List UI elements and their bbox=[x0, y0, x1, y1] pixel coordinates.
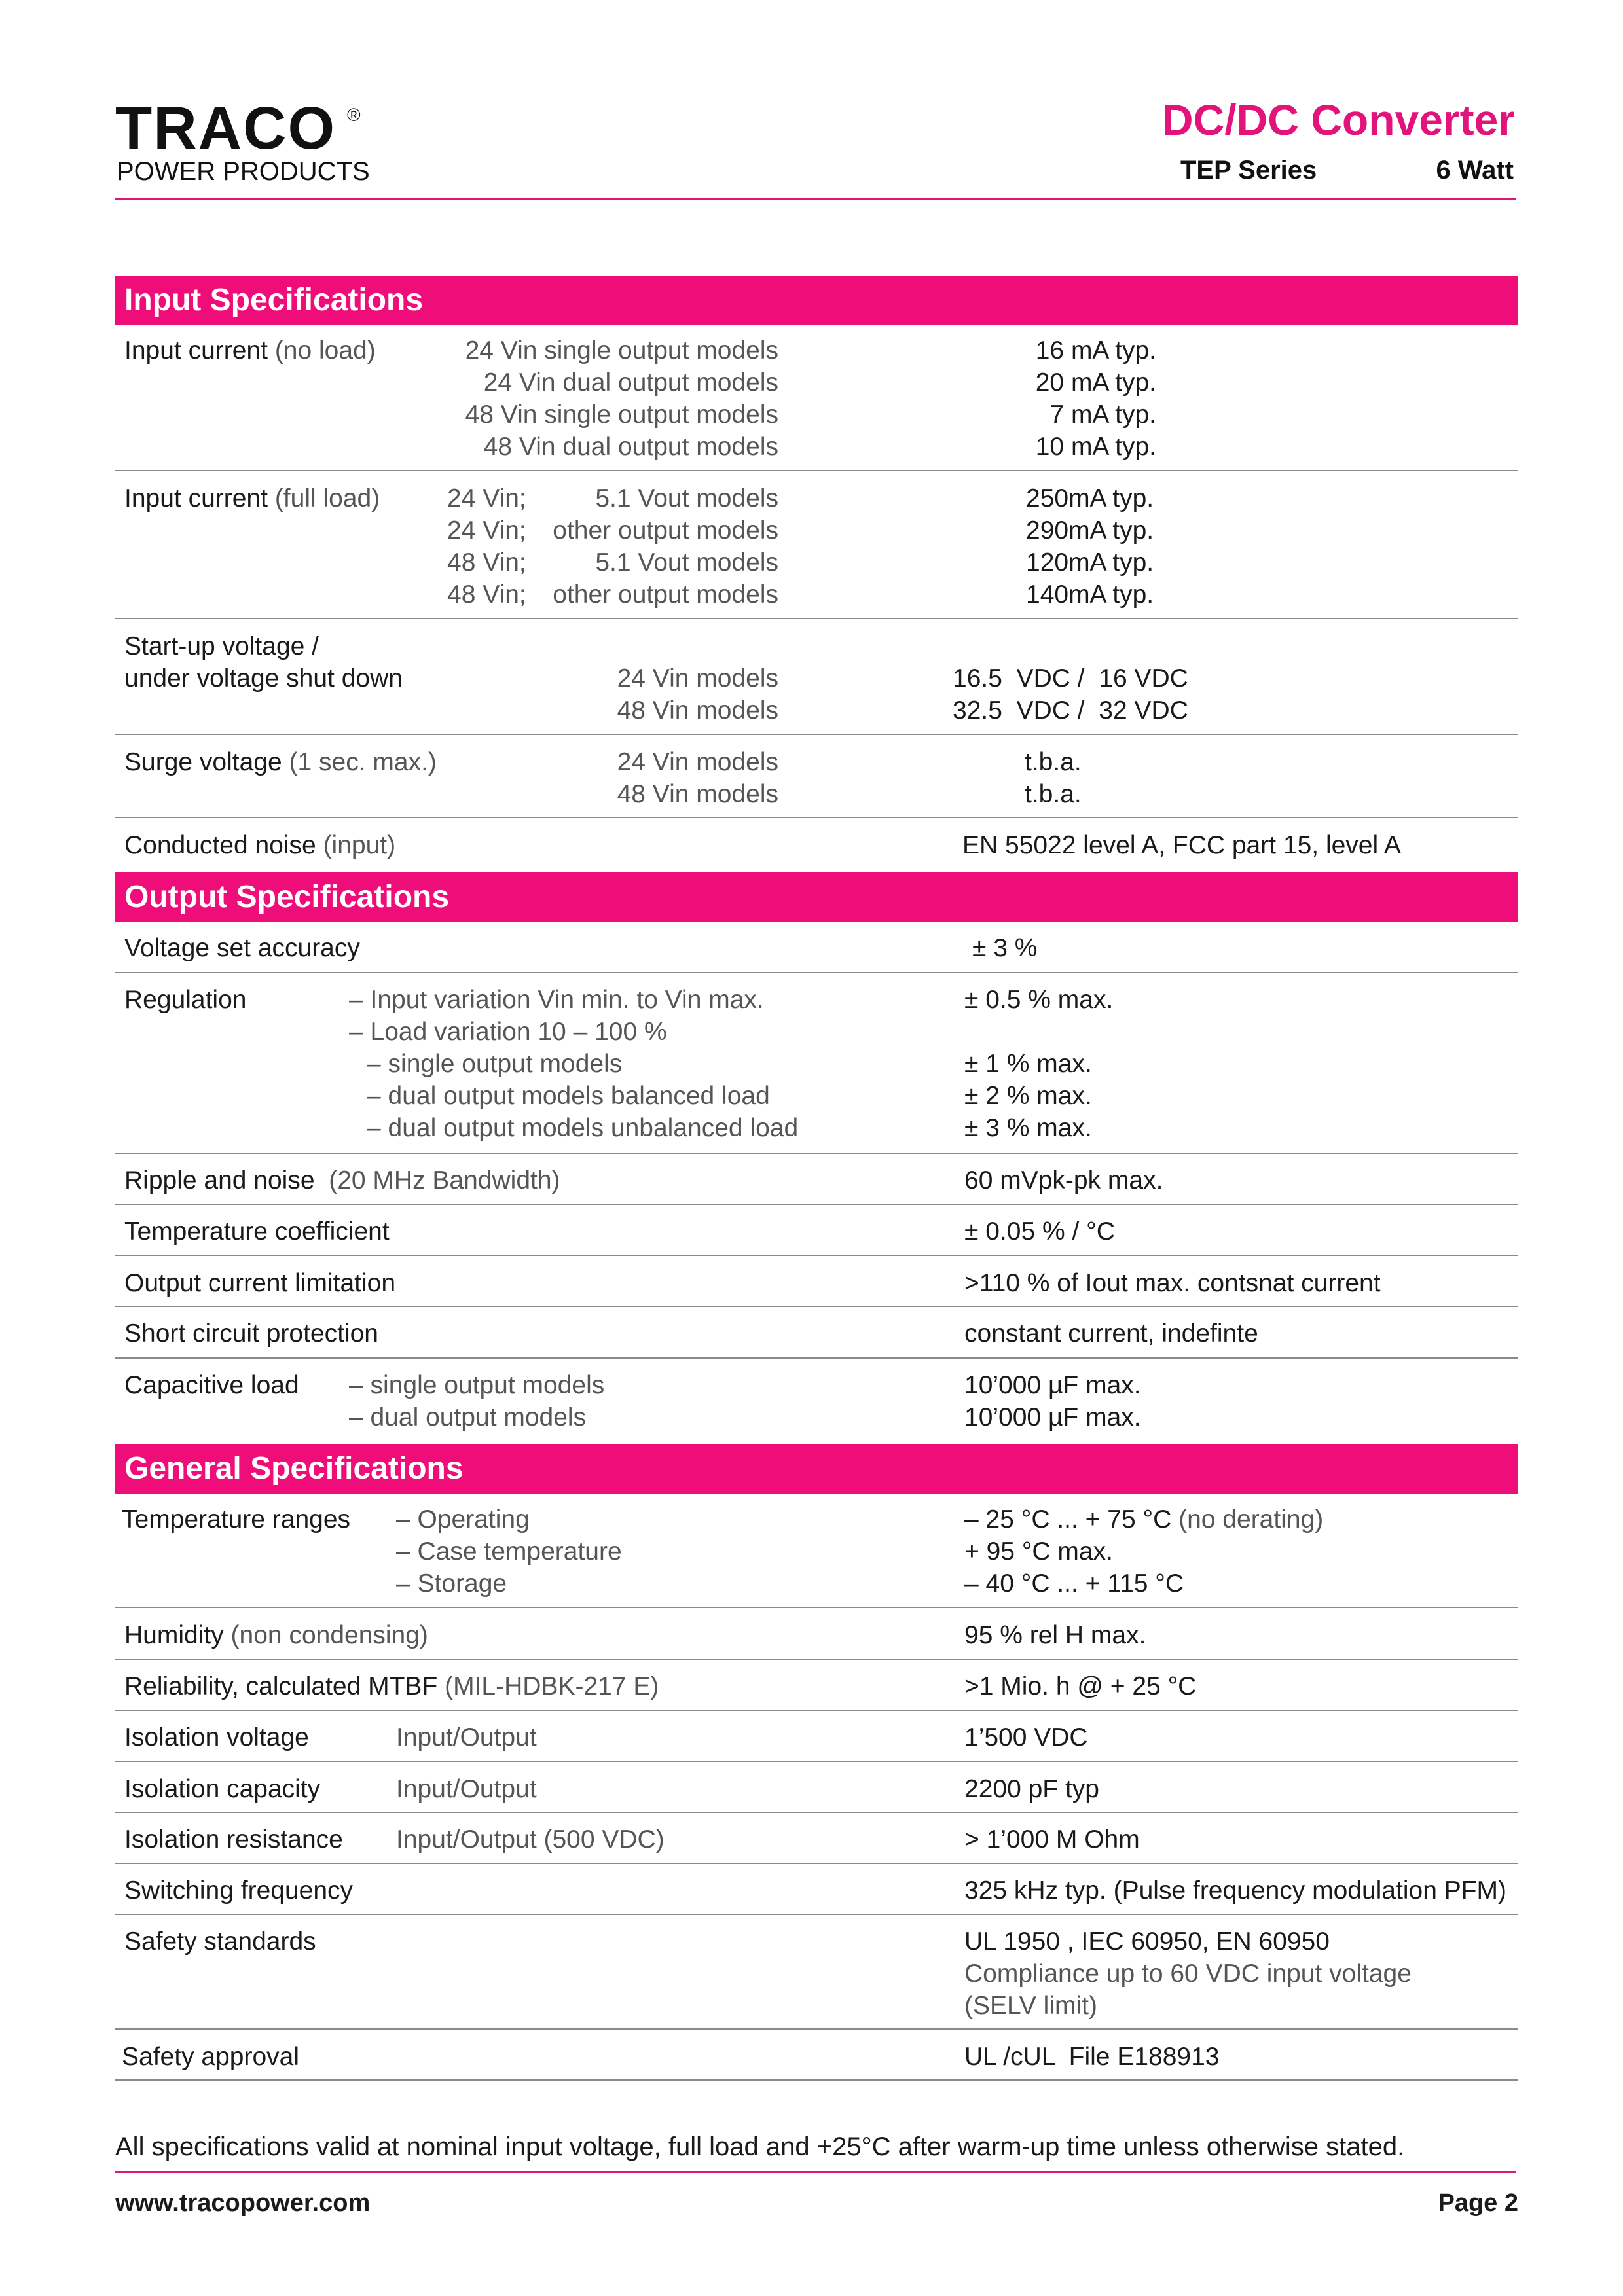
row-divider bbox=[115, 1204, 1518, 1205]
spec-value: 2200 pF typ bbox=[964, 1775, 1099, 1803]
row-divider bbox=[115, 2079, 1518, 2081]
spec-detail: Input/Output bbox=[396, 1775, 537, 1803]
spec-value: >110 % of Iout max. contsnat current bbox=[964, 1269, 1381, 1297]
spec-value: constant current, indefinte bbox=[964, 1319, 1258, 1348]
row-divider bbox=[115, 1761, 1518, 1762]
header-rule bbox=[115, 198, 1516, 200]
spec-vin: 48 Vin; bbox=[447, 548, 526, 577]
spec-detail: – dual output models balanced load bbox=[367, 1082, 770, 1110]
page-number: Page 2 bbox=[1438, 2189, 1518, 2217]
spec-model: other output models bbox=[553, 581, 778, 609]
spec-value: > 1’000 M Ohm bbox=[964, 1825, 1140, 1854]
safety-label: Safety standards bbox=[124, 1928, 316, 1956]
spec-value: ± 2 % max. bbox=[964, 1082, 1092, 1110]
spec-value: 325 kHz typ. (Pulse frequency modulation PFM) bbox=[964, 1876, 1507, 1905]
row-divider bbox=[115, 972, 1518, 973]
spec-detail: Input/Output (500 VDC) bbox=[396, 1825, 665, 1854]
spec-value: – 40 °C ... + 115 °C bbox=[964, 1570, 1184, 1598]
row-divider bbox=[115, 1914, 1518, 1915]
input-noload-label: Input current (no load) bbox=[124, 336, 376, 365]
noise-label: Conducted noise (input) bbox=[124, 831, 396, 859]
spec-value: ± 3 % bbox=[972, 934, 1038, 962]
approval-label: Safety approval bbox=[122, 2043, 300, 2071]
power-rating: 6 Watt bbox=[1436, 156, 1514, 185]
spec-value: UL /cUL File E188913 bbox=[964, 2043, 1220, 2071]
spec-model: 48 Vin dual output models bbox=[483, 433, 778, 461]
spec-model: 24 Vin models bbox=[617, 664, 778, 692]
temp-label: Temperature ranges bbox=[122, 1505, 351, 1534]
accuracy-label: Voltage set accuracy bbox=[124, 934, 360, 962]
spec-value: t.b.a. bbox=[1025, 748, 1082, 776]
spec-detail: – Operating bbox=[396, 1505, 530, 1534]
spec-detail: – Load variation 10 – 100 % bbox=[349, 1018, 667, 1046]
spec-value: Compliance up to 60 VDC input voltage bbox=[964, 1960, 1412, 1988]
input-fullload-label: Input current (full load) bbox=[124, 484, 380, 512]
regulation-label: Regulation bbox=[124, 986, 247, 1014]
spec-value: 16 mA typ. bbox=[1035, 336, 1156, 365]
spec-value: 10’000 µF max. bbox=[964, 1403, 1141, 1431]
row-divider bbox=[115, 1812, 1518, 1813]
section-input-header: Input Specifications bbox=[115, 276, 1518, 325]
surge-label: Surge voltage (1 sec. max.) bbox=[124, 748, 437, 776]
spec-value: 140mA typ. bbox=[1026, 581, 1154, 609]
isor-label: Isolation resistance bbox=[124, 1825, 343, 1854]
website-link[interactable]: www.tracopower.com bbox=[115, 2189, 371, 2217]
row-divider bbox=[115, 1607, 1518, 1608]
spec-value: UL 1950 , IEC 60950, EN 60950 bbox=[964, 1928, 1330, 1956]
spec-detail: – Input variation Vin min. to Vin max. bbox=[349, 986, 764, 1014]
spec-value: (SELV limit) bbox=[964, 1992, 1097, 2020]
spec-value: 250mA typ. bbox=[1026, 484, 1154, 512]
ripple-label: Ripple and noise (20 MHz Bandwidth) bbox=[124, 1166, 560, 1194]
section-output-header: Output Specifications bbox=[115, 872, 1518, 922]
spec-detail: Input/Output bbox=[396, 1723, 537, 1751]
spec-value: 95 % rel H max. bbox=[964, 1621, 1146, 1649]
series-name: TEP Series bbox=[1180, 156, 1317, 185]
mtbf-label: Reliability, calculated MTBF (MIL-HDBK-217 E) bbox=[124, 1672, 659, 1700]
row-divider bbox=[115, 1863, 1518, 1864]
spec-value: 290mA typ. bbox=[1026, 516, 1154, 545]
spec-value: ± 0.5 % max. bbox=[964, 986, 1114, 1014]
switching-label: Switching frequency bbox=[124, 1876, 354, 1905]
isoc-label: Isolation capacity bbox=[124, 1775, 321, 1803]
capload-label: Capacitive load bbox=[124, 1371, 299, 1399]
spec-model: 48 Vin single output models bbox=[465, 401, 778, 429]
row-divider bbox=[115, 1255, 1518, 1256]
spec-detail: – single output models bbox=[349, 1371, 605, 1399]
row-divider bbox=[115, 1659, 1518, 1660]
spec-value: 120mA typ. bbox=[1026, 548, 1154, 577]
row-divider bbox=[115, 470, 1518, 471]
spec-value: – 25 °C ... + 75 °C (no derating) bbox=[964, 1505, 1324, 1534]
spec-model: 24 Vin models bbox=[617, 748, 778, 776]
section-general-header: General Specifications bbox=[115, 1444, 1518, 1494]
spec-value: 10 mA typ. bbox=[1035, 433, 1156, 461]
row-divider bbox=[115, 1306, 1518, 1307]
spec-detail: – dual output models bbox=[349, 1403, 587, 1431]
row-divider bbox=[115, 1153, 1518, 1154]
spec-vin: 24 Vin; bbox=[447, 516, 526, 545]
spec-model: 24 Vin single output models bbox=[465, 336, 778, 365]
spec-value: >1 Mio. h @ + 25 °C bbox=[964, 1672, 1197, 1700]
row-divider bbox=[115, 1710, 1518, 1711]
spec-model: 5.1 Vout models bbox=[595, 484, 778, 512]
row-divider bbox=[115, 734, 1518, 735]
spec-value: EN 55022 level A, FCC part 15, level A bbox=[962, 831, 1401, 859]
spec-value: 20 mA typ. bbox=[1035, 368, 1156, 397]
short-label: Short circuit protection bbox=[124, 1319, 379, 1348]
spec-detail: – Case temperature bbox=[396, 1537, 622, 1566]
spec-value: 7 mA typ. bbox=[1049, 401, 1156, 429]
spec-value: 60 mVpk-pk max. bbox=[964, 1166, 1163, 1194]
spec-value: 32.5 VDC / 32 VDC bbox=[953, 696, 1188, 725]
row-divider bbox=[115, 817, 1518, 818]
humidity-label: Humidity (non condensing) bbox=[124, 1621, 428, 1649]
spec-model: other output models bbox=[553, 516, 778, 545]
spec-value: 1’500 VDC bbox=[964, 1723, 1088, 1751]
footer-rule bbox=[115, 2171, 1516, 2173]
spec-vin: 48 Vin; bbox=[447, 581, 526, 609]
spec-value: ± 3 % max. bbox=[964, 1114, 1092, 1142]
spec-detail: – dual output models unbalanced load bbox=[367, 1114, 799, 1142]
startup-label-2: under voltage shut down bbox=[124, 664, 403, 692]
registered-mark: ® bbox=[347, 105, 361, 125]
document-title: DC/DC Converter bbox=[1161, 96, 1515, 144]
logo: TRACO bbox=[115, 95, 337, 162]
startup-label-1: Start-up voltage / bbox=[124, 632, 319, 660]
spec-vin: 24 Vin; bbox=[447, 484, 526, 512]
spec-value: + 95 °C max. bbox=[964, 1537, 1113, 1566]
spec-value: ± 0.05 % / °C bbox=[964, 1217, 1115, 1246]
spec-value: ± 1 % max. bbox=[964, 1050, 1092, 1078]
row-divider bbox=[115, 618, 1518, 619]
spec-model: 48 Vin models bbox=[617, 780, 778, 808]
spec-detail: – Storage bbox=[396, 1570, 507, 1598]
spec-value: t.b.a. bbox=[1025, 780, 1082, 808]
row-divider bbox=[115, 2028, 1518, 2030]
tempcoef-label: Temperature coefficient bbox=[124, 1217, 390, 1246]
footer-note: All specifications valid at nominal input voltage, full load and +25°C after warm-up time unless otherwise stated. bbox=[115, 2132, 1405, 2161]
spec-detail: – single output models bbox=[367, 1050, 623, 1078]
spec-value: 16.5 VDC / 16 VDC bbox=[953, 664, 1188, 692]
spec-model: 24 Vin dual output models bbox=[483, 368, 778, 397]
isov-label: Isolation voltage bbox=[124, 1723, 309, 1751]
spec-model: 5.1 Vout models bbox=[595, 548, 778, 577]
limit-label: Output current limitation bbox=[124, 1269, 396, 1297]
spec-model: 48 Vin models bbox=[617, 696, 778, 725]
logo-subtitle: POWER PRODUCTS bbox=[117, 157, 370, 186]
row-divider bbox=[115, 1357, 1518, 1359]
spec-value: 10’000 µF max. bbox=[964, 1371, 1141, 1399]
